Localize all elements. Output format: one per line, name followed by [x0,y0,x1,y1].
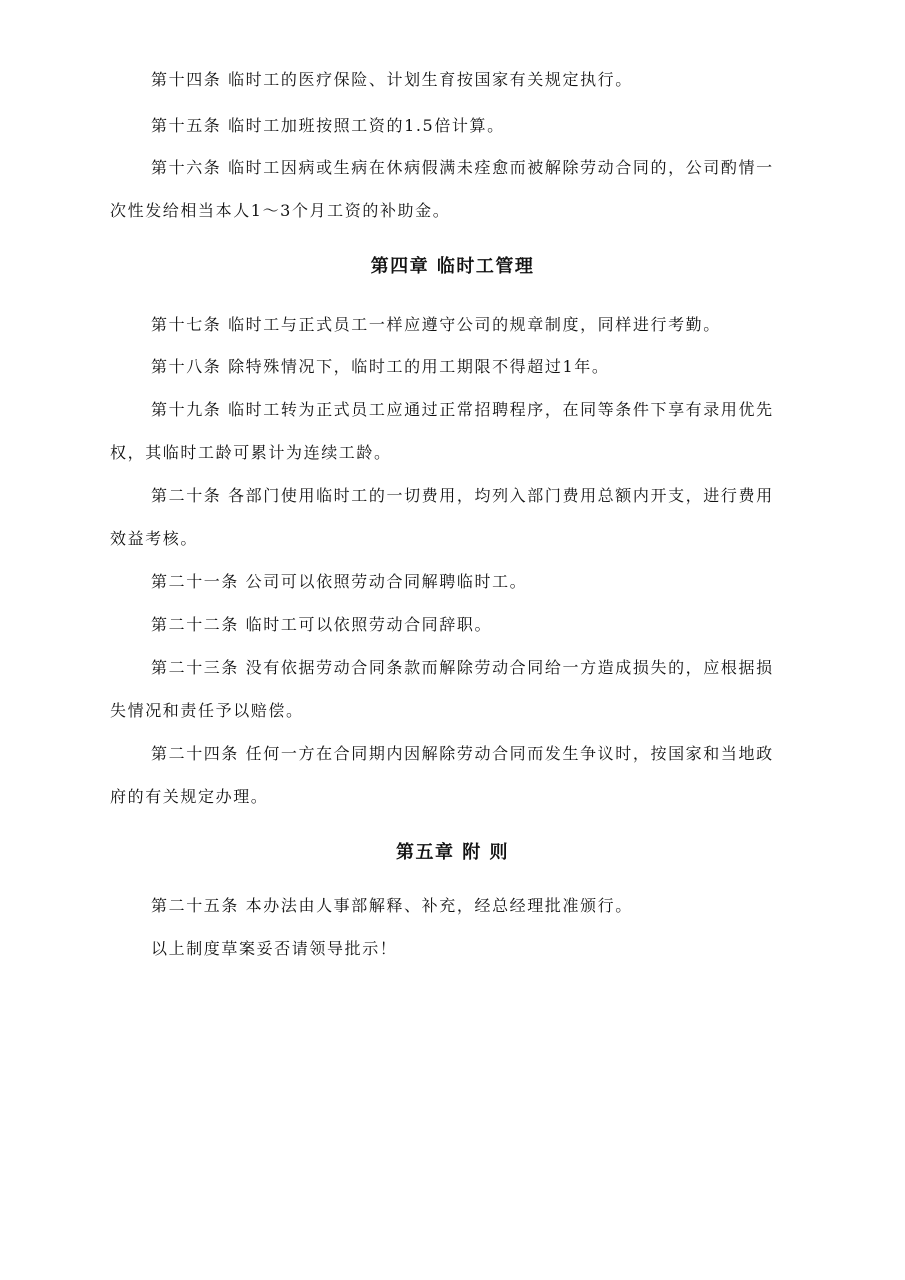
article-16-line-2: 次性发给相当本人1～3个月工资的补助金。 [110,201,451,220]
article-14: 第十四条 临时工的医疗保险、计划生育按国家有关规定执行。 [151,70,633,89]
article-25: 第二十五条 本办法由人事部解释、补充，经总经理批准颁行。 [151,896,633,915]
article-16-line-1: 第十六条 临时工因病或生病在休病假满未痊愈而被解除劳动合同的，公司酌情一 [151,158,774,177]
article-15: 第十五条 临时工加班按照工资的1.5倍计算。 [151,116,505,135]
article-24-line-1: 第二十四条 任何一方在合同期内因解除劳动合同而发生争议时，按国家和当地政 [151,744,774,763]
article-19-line-2: 权，其临时工龄可累计为连续工龄。 [110,443,392,462]
article-23-line-1: 第二十三条 没有依据劳动合同条款而解除劳动合同给一方造成损失的，应根据损 [151,658,774,677]
chapter-5-heading: 第五章 附 则 [395,842,510,863]
article-19-line-1: 第十九条 临时工转为正式员工应通过正常招聘程序，在同等条件下享有录用优先 [151,400,774,419]
article-23-line-2: 失情况和责任予以赔偿。 [110,701,304,720]
article-18: 第十八条 除特殊情况下，临时工的用工期限不得超过1年。 [151,357,610,376]
article-20-line-2: 效益考核。 [110,529,199,548]
article-22: 第二十二条 临时工可以依照劳动合同辞职。 [151,615,493,634]
article-20-line-1: 第二十条 各部门使用临时工的一切费用，均列入部门费用总额内开支，进行费用 [151,486,774,505]
article-17: 第十七条 临时工与正式员工一样应遵守公司的规章制度，同样进行考勤。 [151,315,721,334]
article-24-line-2: 府的有关规定办理。 [110,787,269,806]
article-21: 第二十一条 公司可以依照劳动合同解聘临时工。 [151,572,528,591]
closing-request: 以上制度草案妥否请领导批示！ [151,939,398,958]
chapter-4-heading: 第四章 临时工管理 [370,256,535,277]
